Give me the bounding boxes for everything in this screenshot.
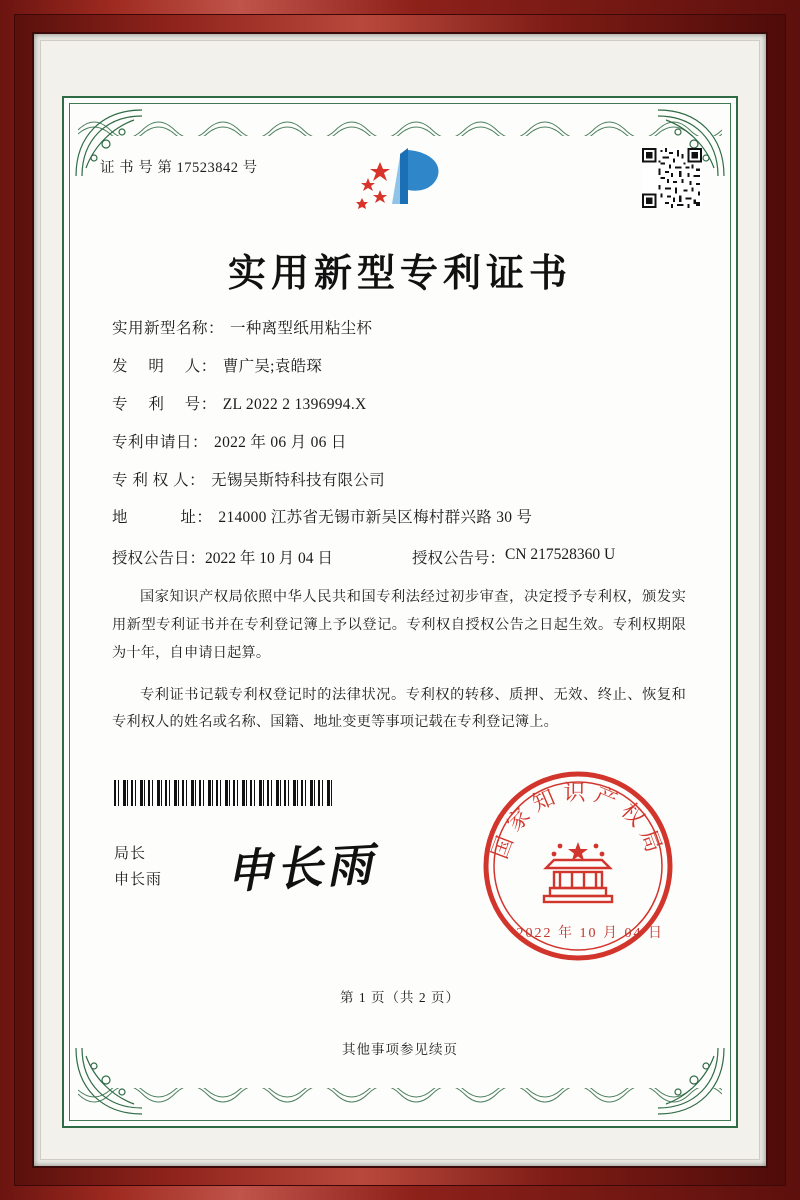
barcode xyxy=(114,780,332,806)
field-value: 2022 年 06 月 06 日 xyxy=(214,433,347,451)
director-name-label: 申长雨 xyxy=(114,871,163,888)
field-address xyxy=(112,508,690,527)
cnipa-logo-icon xyxy=(340,142,460,228)
certificate-title: 实用新型专利证书 xyxy=(227,250,572,295)
signature-block xyxy=(114,842,162,893)
certificate-header xyxy=(96,142,704,238)
decorative-band-bottom xyxy=(78,1088,722,1114)
handwritten-signature: 申长雨 xyxy=(224,837,378,899)
field-label: 授权公告日： xyxy=(112,550,206,568)
qr-code xyxy=(642,148,702,208)
decorative-band-top xyxy=(78,110,722,136)
page-indicator: 第 1 页（共 2 页） xyxy=(340,990,460,1005)
field-value: 2022 年 10 月 04 日 xyxy=(205,550,333,568)
field-grant-row xyxy=(112,546,690,568)
patent-certificate xyxy=(62,96,738,1128)
field-value: CN 217528360 U xyxy=(505,546,616,564)
director-title-label: 局长 xyxy=(114,846,147,862)
field-value: 无锡吴斯特科技有限公司 xyxy=(211,471,385,489)
field-label: 授权公告号： xyxy=(412,550,506,568)
certificate-body-text xyxy=(96,584,704,737)
field-label: 发 明 人： xyxy=(112,357,217,375)
field-label: 地 址： xyxy=(112,509,213,527)
paragraph-registry-statement: 专利证书记载专利权登记时的法律状况。专利权的转移、质押、无效、终止、恢复和专利权人的姓名或名称、国籍、地址变更等事项记载在专利登记簿上。 xyxy=(112,686,686,731)
field-patent-number xyxy=(112,395,690,414)
field-label: 专 利 权 人： xyxy=(112,471,206,489)
field-value: 曹广吴;袁皓琛 xyxy=(222,357,323,375)
certificate-content xyxy=(96,142,704,1082)
seal-date: 2022 年 10 月 04 日 xyxy=(516,926,664,941)
field-value: 一种离型纸用粘尘杯 xyxy=(230,320,373,337)
certificate-number: 证 书 号 第 17523842 号 xyxy=(100,160,258,176)
svg-text:国家知识产权局: 国家知识产权局 xyxy=(487,781,669,863)
field-publication-number xyxy=(412,546,690,568)
field-value: 214000 江苏省无锡市新吴区梅村群兴路 30 号 xyxy=(218,509,533,527)
field-application-date xyxy=(112,433,690,452)
field-label: 专利申请日： xyxy=(112,433,209,451)
paragraph-grant-statement: 国家知识产权局依照中华人民共和国专利法经过初步审查，决定授予专利权，颁发实用新型专利证书并在专利登记簿上予以登记。专利权自授权公告之日起生效。专利权期限为十年，自申请日起算。 xyxy=(112,589,686,661)
footnote: 其他事项参见续页 xyxy=(342,1042,458,1057)
field-value: ZL 2022 2 1396994.X xyxy=(222,395,367,413)
field-label: 实用新型名称： xyxy=(112,320,225,337)
certificate-fields xyxy=(96,319,704,568)
field-patentee xyxy=(112,471,690,490)
field-utility-model-name xyxy=(112,319,690,338)
field-inventor xyxy=(112,357,690,376)
field-label: 专 利 号： xyxy=(112,395,217,413)
field-grant-date xyxy=(112,546,412,568)
